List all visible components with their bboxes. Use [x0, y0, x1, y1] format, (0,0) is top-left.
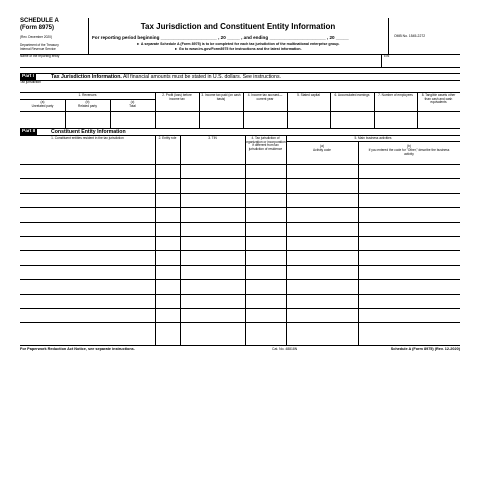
- activity-description-field[interactable]: [358, 178, 460, 192]
- activity-description-field[interactable]: [358, 207, 460, 221]
- constituent-entity-name-field[interactable]: [20, 164, 155, 178]
- activity-description-field[interactable]: [358, 193, 460, 207]
- paperwork-notice: For Paperwork Reduction Act Notice, see separate instructions.: [20, 347, 135, 351]
- activity-description-field[interactable]: [358, 279, 460, 293]
- revenue-total-field[interactable]: [110, 111, 155, 128]
- revenue-unrelated-letter: (a): [40, 100, 45, 104]
- jurisdiction-of-organization-header: 4. Tax jurisdiction of organization or incorporation if different from tax jurisdiction of residence: [245, 136, 286, 152]
- jurisdiction-of-organization-field[interactable]: [245, 164, 286, 178]
- table-row: [20, 250, 460, 264]
- activity-code-field[interactable]: [286, 178, 358, 192]
- reporting-period-line: For reporting period beginning ______________________ , 20 _____ , and ending ______________________ , 20 _____: [92, 35, 349, 40]
- revenue-related-label: Related party: [78, 104, 97, 108]
- form-id-line1: SCHEDULE A: [20, 18, 59, 24]
- tax-jurisdiction-label: Tax jurisdiction: [20, 80, 41, 84]
- constituent-entity-name-field[interactable]: [20, 193, 155, 207]
- activity-description-field[interactable]: [358, 265, 460, 279]
- activity-description-field[interactable]: [358, 308, 460, 322]
- instruction-separate-schedule: ► A separate Schedule A (Form 8975) is to be completed for each tax jurisdiction of the multinational enterprise group.: [136, 42, 340, 46]
- table-row: [20, 193, 460, 207]
- tin-field[interactable]: [180, 164, 245, 178]
- profit-before-tax-header: 2. Profit (loss) before income tax: [162, 93, 192, 101]
- entity-role-field[interactable]: [155, 236, 180, 250]
- activity-code-field[interactable]: [286, 322, 358, 336]
- income-tax-paid-header: 3. Income tax paid (on cash basis): [201, 93, 241, 101]
- constituent-entity-name-field[interactable]: [20, 236, 155, 250]
- tin-field[interactable]: [180, 193, 245, 207]
- activity-code-field[interactable]: [286, 294, 358, 308]
- entity-role-field[interactable]: [155, 250, 180, 264]
- catalog-number: Cat. No. 48818N: [272, 347, 298, 351]
- jurisdiction-of-organization-field[interactable]: [245, 207, 286, 221]
- reporting-entity-label: Name of the reporting entity: [20, 54, 60, 58]
- number-of-employees-header: 7. Number of employees: [378, 93, 413, 97]
- omb-number: OMB No. 1545-2272: [394, 34, 426, 38]
- entity-role-header: 2. Entity role: [158, 136, 177, 140]
- profit-before-tax-field[interactable]: [155, 111, 199, 128]
- stated-capital-field[interactable]: [287, 111, 330, 128]
- entity-role-field[interactable]: [155, 279, 180, 293]
- jurisdiction-of-organization-field[interactable]: [245, 236, 286, 250]
- form-id-line2: (Form 8975): [20, 25, 55, 31]
- activity-code-field[interactable]: [286, 164, 358, 178]
- activity-code-field[interactable]: [286, 207, 358, 221]
- table-row: [20, 308, 460, 322]
- tin-field[interactable]: [180, 322, 245, 336]
- tangible-assets-field[interactable]: [417, 111, 460, 128]
- number-of-employees-field[interactable]: [374, 111, 417, 128]
- jurisdiction-of-organization-field[interactable]: [245, 279, 286, 293]
- tin-field[interactable]: [180, 265, 245, 279]
- table-row: [20, 294, 460, 308]
- tin-field[interactable]: [180, 178, 245, 192]
- header-divider-right: [388, 18, 389, 54]
- stated-capital-header: 5. Stated capital: [297, 93, 320, 97]
- part1-title-normal: All financial amounts must be stated in U.S. dollars. See instructions.: [122, 74, 281, 80]
- activity-description-field[interactable]: [358, 164, 460, 178]
- activity-code-field[interactable]: [286, 308, 358, 322]
- entity-role-field[interactable]: [155, 265, 180, 279]
- main-business-activities-header: 5. Main business activities: [354, 136, 392, 140]
- activity-description-field[interactable]: [358, 322, 460, 336]
- part1-label: Part I: [22, 74, 34, 79]
- constituent-entity-name-field[interactable]: [20, 222, 155, 236]
- income-tax-paid-field[interactable]: [199, 111, 243, 128]
- activity-code-field[interactable]: [286, 250, 358, 264]
- department-line1: Department of the Treasury: [20, 43, 59, 47]
- jurisdiction-of-organization-field[interactable]: [245, 294, 286, 308]
- department-line2: Internal Revenue Service: [20, 47, 56, 51]
- tin-field[interactable]: [180, 250, 245, 264]
- tangible-assets-header: 8. Tangible assets other than cash and cash equivalents: [421, 93, 456, 105]
- entity-role-field[interactable]: [155, 322, 180, 336]
- constituent-entity-name-field[interactable]: [20, 207, 155, 221]
- constituent-entities-header: 1. Constituent entities resident in the tax jurisdiction: [51, 136, 124, 140]
- revenue-total-label: Total: [129, 104, 136, 108]
- table-row: [20, 322, 460, 336]
- entity-role-field[interactable]: [155, 222, 180, 236]
- entity-role-field[interactable]: [155, 178, 180, 192]
- constituent-entity-name-field[interactable]: [20, 265, 155, 279]
- ein-field[interactable]: [382, 59, 460, 67]
- entity-role-field[interactable]: [155, 294, 180, 308]
- part2-title: Constituent Entity Information: [51, 129, 126, 135]
- jurisdiction-of-organization-field[interactable]: [245, 322, 286, 336]
- constituent-entity-name-field[interactable]: [20, 322, 155, 336]
- revenue-unrelated-field[interactable]: [20, 111, 65, 128]
- reporting-entity-field[interactable]: [20, 59, 381, 67]
- rev-date: (Rev. December 2020): [20, 35, 53, 39]
- activity-code-header: Activity code: [313, 148, 331, 152]
- activity-description-field[interactable]: [358, 236, 460, 250]
- accumulated-earnings-field[interactable]: [330, 111, 374, 128]
- tin-field[interactable]: [180, 279, 245, 293]
- table-row: [20, 207, 460, 221]
- revenue-unrelated-label: Unrelated party: [31, 104, 54, 108]
- table-row: [20, 236, 460, 250]
- jurisdiction-of-organization-field[interactable]: [245, 222, 286, 236]
- activity-description-field[interactable]: [358, 222, 460, 236]
- entity-role-field[interactable]: [155, 193, 180, 207]
- constituent-entity-name-field[interactable]: [20, 308, 155, 322]
- table-row: [20, 178, 460, 192]
- tin-field[interactable]: [180, 236, 245, 250]
- jurisdiction-of-organization-field[interactable]: [245, 193, 286, 207]
- activity-description-header: If you entered the code for "Other," describe the business activity: [368, 148, 450, 156]
- jurisdiction-of-organization-field[interactable]: [245, 308, 286, 322]
- activity-code-field[interactable]: [286, 279, 358, 293]
- entity-role-field[interactable]: [155, 207, 180, 221]
- table-row: [20, 222, 460, 236]
- tax-jurisdiction-field[interactable]: [20, 85, 460, 92]
- tin-header: 3. TIN: [208, 136, 217, 140]
- constituent-entity-name-field[interactable]: [20, 294, 155, 308]
- constituent-entity-name-field[interactable]: [20, 250, 155, 264]
- tin-field[interactable]: [180, 294, 245, 308]
- activity-code-letter: (a): [320, 144, 324, 148]
- jurisdiction-of-organization-field[interactable]: [245, 265, 286, 279]
- table-row: [20, 164, 460, 178]
- income-tax-accrued-header: 4. Income tax accrued—current year: [247, 93, 283, 101]
- ein-label: EIN: [384, 54, 390, 58]
- form-reference: Schedule A (Form 8975) (Rev. 12-2020): [390, 347, 460, 351]
- entity-role-field[interactable]: [155, 164, 180, 178]
- jurisdiction-of-organization-field[interactable]: [245, 178, 286, 192]
- activity-description-field[interactable]: [358, 250, 460, 264]
- activity-code-field[interactable]: [286, 236, 358, 250]
- constituent-entity-name-field[interactable]: [20, 279, 155, 293]
- activity-description-field[interactable]: [358, 294, 460, 308]
- part1-title-bold: Tax Jurisdiction Information.: [51, 74, 122, 80]
- jurisdiction-of-organization-field[interactable]: [245, 250, 286, 264]
- constituent-entity-name-field[interactable]: [20, 178, 155, 192]
- tin-field[interactable]: [180, 308, 245, 322]
- activity-code-field[interactable]: [286, 193, 358, 207]
- activity-description-letter: (b): [407, 144, 411, 148]
- table-row: [20, 265, 460, 279]
- tin-field[interactable]: [180, 222, 245, 236]
- tin-field[interactable]: [180, 207, 245, 221]
- income-tax-accrued-field[interactable]: [243, 111, 287, 128]
- activity-code-field[interactable]: [286, 222, 358, 236]
- part2-label: Part II: [22, 129, 36, 134]
- instruction-go-to-irs: ► Go to www.irs.gov/Form8975 for instructions and the latest information.: [174, 47, 302, 51]
- table-row: [20, 279, 460, 293]
- form-title: Tax Jurisdiction and Constituent Entity Information: [140, 22, 336, 31]
- activity-code-field[interactable]: [286, 265, 358, 279]
- revenue-related-field[interactable]: [65, 111, 110, 128]
- revenues-header: 1. Revenues: [78, 93, 97, 97]
- accumulated-earnings-header: 6. Accumulated earnings: [334, 93, 370, 97]
- revenue-total-letter: (c): [130, 100, 135, 104]
- revenue-related-letter: (b): [85, 100, 90, 104]
- entity-role-field[interactable]: [155, 308, 180, 322]
